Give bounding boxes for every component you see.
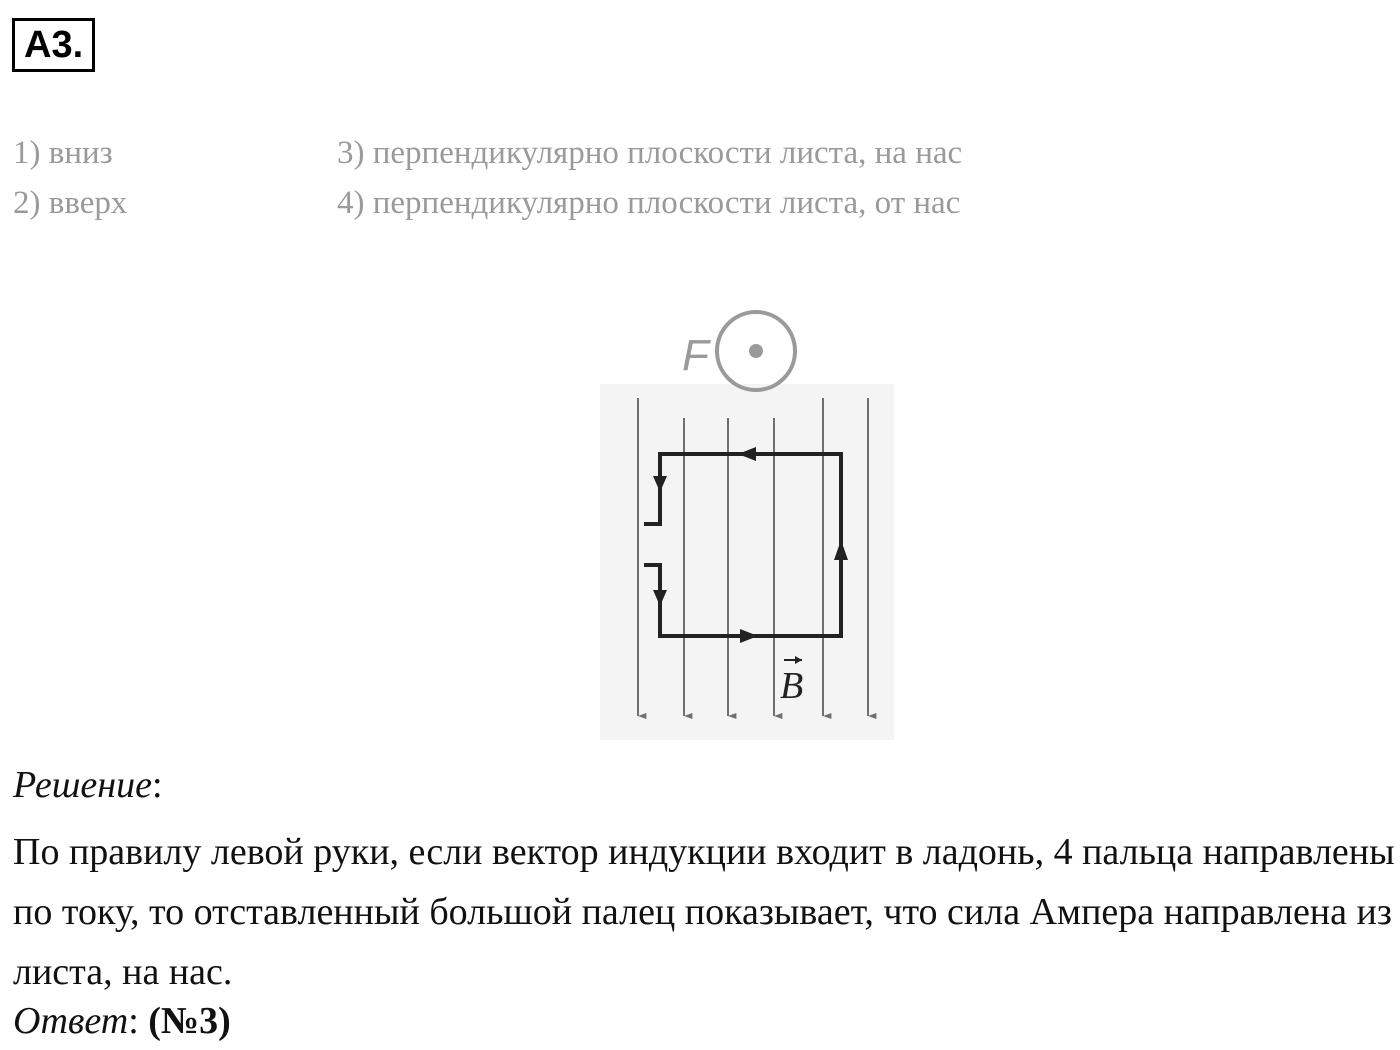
problem-number: А3. — [12, 18, 95, 72]
answer: Ответ: (№3) — [13, 1000, 231, 1042]
option-1: 1) вниз — [13, 135, 113, 171]
field-label: B — [780, 665, 804, 707]
force-dot-icon — [749, 344, 763, 358]
solution-heading: Решение: — [13, 764, 163, 806]
option-3: 3) перпендикулярно плоскости листа, на нас — [337, 135, 963, 171]
force-label: F — [682, 331, 709, 380]
answer-value: (№3) — [148, 1000, 231, 1042]
figure-backdrop — [600, 384, 894, 740]
solution-heading-label: Решение — [13, 764, 152, 806]
option-2: 2) вверх — [13, 185, 128, 221]
answer-label: Ответ — [13, 1000, 129, 1042]
option-4: 4) перпендикулярно плоскости листа, от нас — [337, 185, 961, 221]
magnetic-field-diagram — [598, 310, 898, 742]
solution-text: По правилу левой руки, если вектор индукции входит в ладонь, 4 пальца направлены по току, то отставленный большой палец показывает, что сила Ампера направлена из листа, на нас. — [13, 831, 1395, 993]
circuit-figure — [598, 310, 898, 742]
